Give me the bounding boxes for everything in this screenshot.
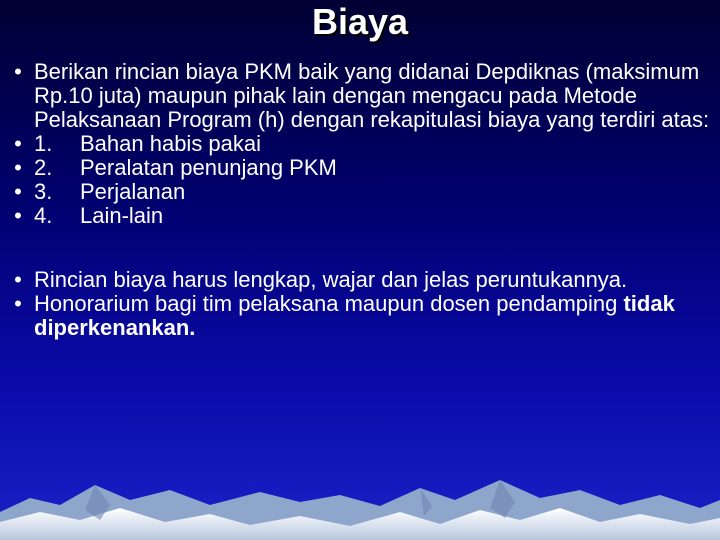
bullet-item-4 bbox=[8, 204, 716, 228]
bullet-item-1 bbox=[8, 132, 716, 156]
bullet-intro bbox=[8, 60, 716, 132]
slide-title: Biaya bbox=[311, 1, 409, 42]
bullet-text: Honorarium bagi tim pelaksana maupun dosen pendamping bbox=[34, 291, 624, 316]
bullet-text: Rincian biaya harus lengkap, wajar dan jelas peruntukannya. bbox=[34, 267, 628, 292]
item-number: 4. bbox=[34, 203, 53, 228]
mountains-illustration bbox=[0, 450, 720, 540]
bullet-dot-icon: • bbox=[14, 59, 22, 84]
bullet-text: Berikan rincian biaya PKM baik yang didanai Depdiknas (maksimum Rp.10 juta) maupun pihak lain dengan mengacu pada Metode Pelaksanaan Program (h) dengan rekapitulasi biaya yang terdiri atas: bbox=[34, 59, 710, 132]
item-number: 1. bbox=[34, 131, 53, 156]
item-text: Bahan habis pakai bbox=[80, 131, 262, 156]
bullet-dot-icon: • bbox=[14, 155, 22, 180]
section-gap bbox=[8, 228, 716, 268]
bullet-rincian bbox=[8, 268, 716, 292]
bullet-dot-icon: • bbox=[14, 267, 22, 292]
bullet-dot-icon: • bbox=[14, 179, 22, 204]
item-number: 3. bbox=[34, 179, 53, 204]
bullet-item-2 bbox=[8, 156, 716, 180]
item-text: Lain-lain bbox=[80, 203, 164, 228]
bullet-dot-icon: • bbox=[14, 291, 22, 316]
bullet-item-3 bbox=[8, 180, 716, 204]
item-text: Peralatan penunjang PKM bbox=[80, 155, 337, 180]
item-text: Perjalanan bbox=[80, 179, 186, 204]
bullet-emphasis: tidak diperkenankan. bbox=[34, 291, 675, 340]
bullet-honorarium bbox=[8, 292, 716, 340]
bullet-dot-icon: • bbox=[14, 203, 22, 228]
slide-content bbox=[8, 60, 716, 340]
bullet-dot-icon: • bbox=[14, 131, 22, 156]
item-number: 2. bbox=[34, 155, 53, 180]
